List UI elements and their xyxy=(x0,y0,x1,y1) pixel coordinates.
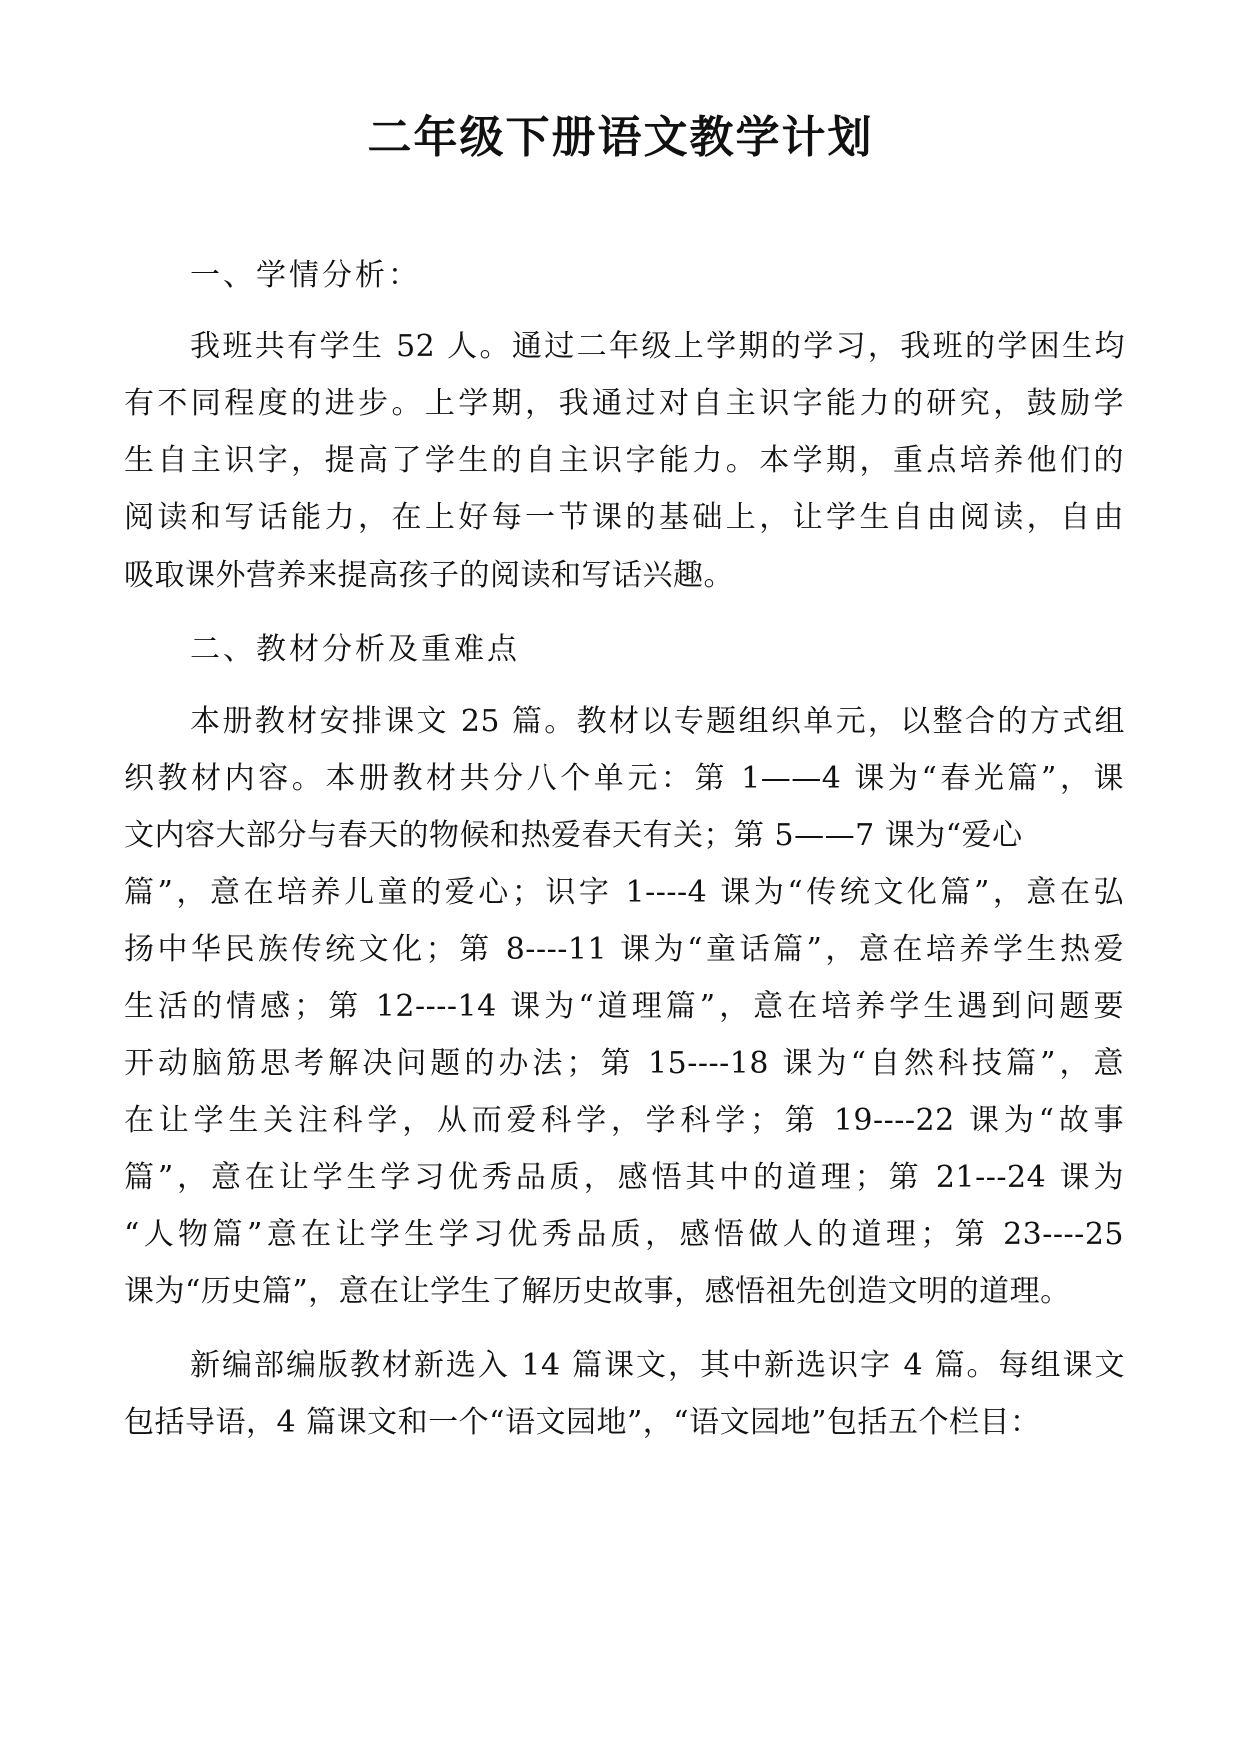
paragraph-line: 生活的情感；第 12----14 课为“道理篇”，意在培养学生遇到问题要 xyxy=(124,989,1124,1024)
section-heading-textbook-analysis: 二、教材分析及重难点 xyxy=(190,632,520,667)
paragraph-line: 包括导语，4 篇课文和一个“语文园地”，“语文园地”包括五个栏目： xyxy=(124,1405,1041,1440)
section-heading-student-analysis: 一、学情分析： xyxy=(190,258,421,293)
paragraph-line: 生自主识字，提高了学生的自主识字能力。本学期，重点培养他们的 xyxy=(124,443,1124,478)
paragraph-line: 篇”，意在让学生学习优秀品质，感悟其中的道理；第 21---24 课为 xyxy=(124,1160,1124,1195)
paragraph-line: 扬中华民族传统文化；第 8----11 课为“童话篇”，意在培养学生热爱 xyxy=(124,932,1124,967)
document-title: 二年级下册语文教学计划 xyxy=(367,112,874,163)
paragraph-line: 吸取课外营养来提高孩子的阅读和写话兴趣。 xyxy=(124,558,734,593)
paragraph-line: 在让学生关注科学，从而爱科学，学科学；第 19----22 课为“故事 xyxy=(124,1103,1124,1138)
paragraph-line: “人物篇”意在让学生学习优秀品质，感悟做人的道理；第 23----25 xyxy=(124,1217,1124,1252)
paragraph-line: 阅读和写话能力，在上好每一节课的基础上，让学生自由阅读，自由 xyxy=(124,500,1124,535)
paragraph-line: 篇”，意在培养儿童的爱心；识字 1----4 课为“传统文化篇”，意在弘 xyxy=(124,875,1124,910)
paragraph-line: 课为“历史篇”，意在让学生了解历史故事，感悟祖先创造文明的道理。 xyxy=(124,1274,1071,1309)
paragraph-line: 开动脑筋思考解决问题的办法；第 15----18 课为“自然科技篇”，意 xyxy=(124,1046,1124,1081)
paragraph-line: 织教材内容。本册教材共分八个单元：第 1——4 课为“春光篇”，课 xyxy=(124,761,1124,796)
paragraph-line: 新编部编版教材新选入 14 篇课文，其中新选识字 4 篇。每组课文 xyxy=(190,1348,1125,1383)
paragraph-line: 文内容大部分与春天的物候和热爱春天有关；第 5——7 课为“爱心 xyxy=(124,818,1023,853)
paragraph-line: 我班共有学生 52 人。通过二年级上学期的学习，我班的学困生均 xyxy=(190,329,1125,364)
paragraph-line: 有不同程度的进步。上学期，我通过对自主识字能力的研究，鼓励学 xyxy=(124,386,1124,421)
paragraph-line: 本册教材安排课文 25 篇。教材以专题组织单元，以整合的方式组 xyxy=(190,704,1125,739)
